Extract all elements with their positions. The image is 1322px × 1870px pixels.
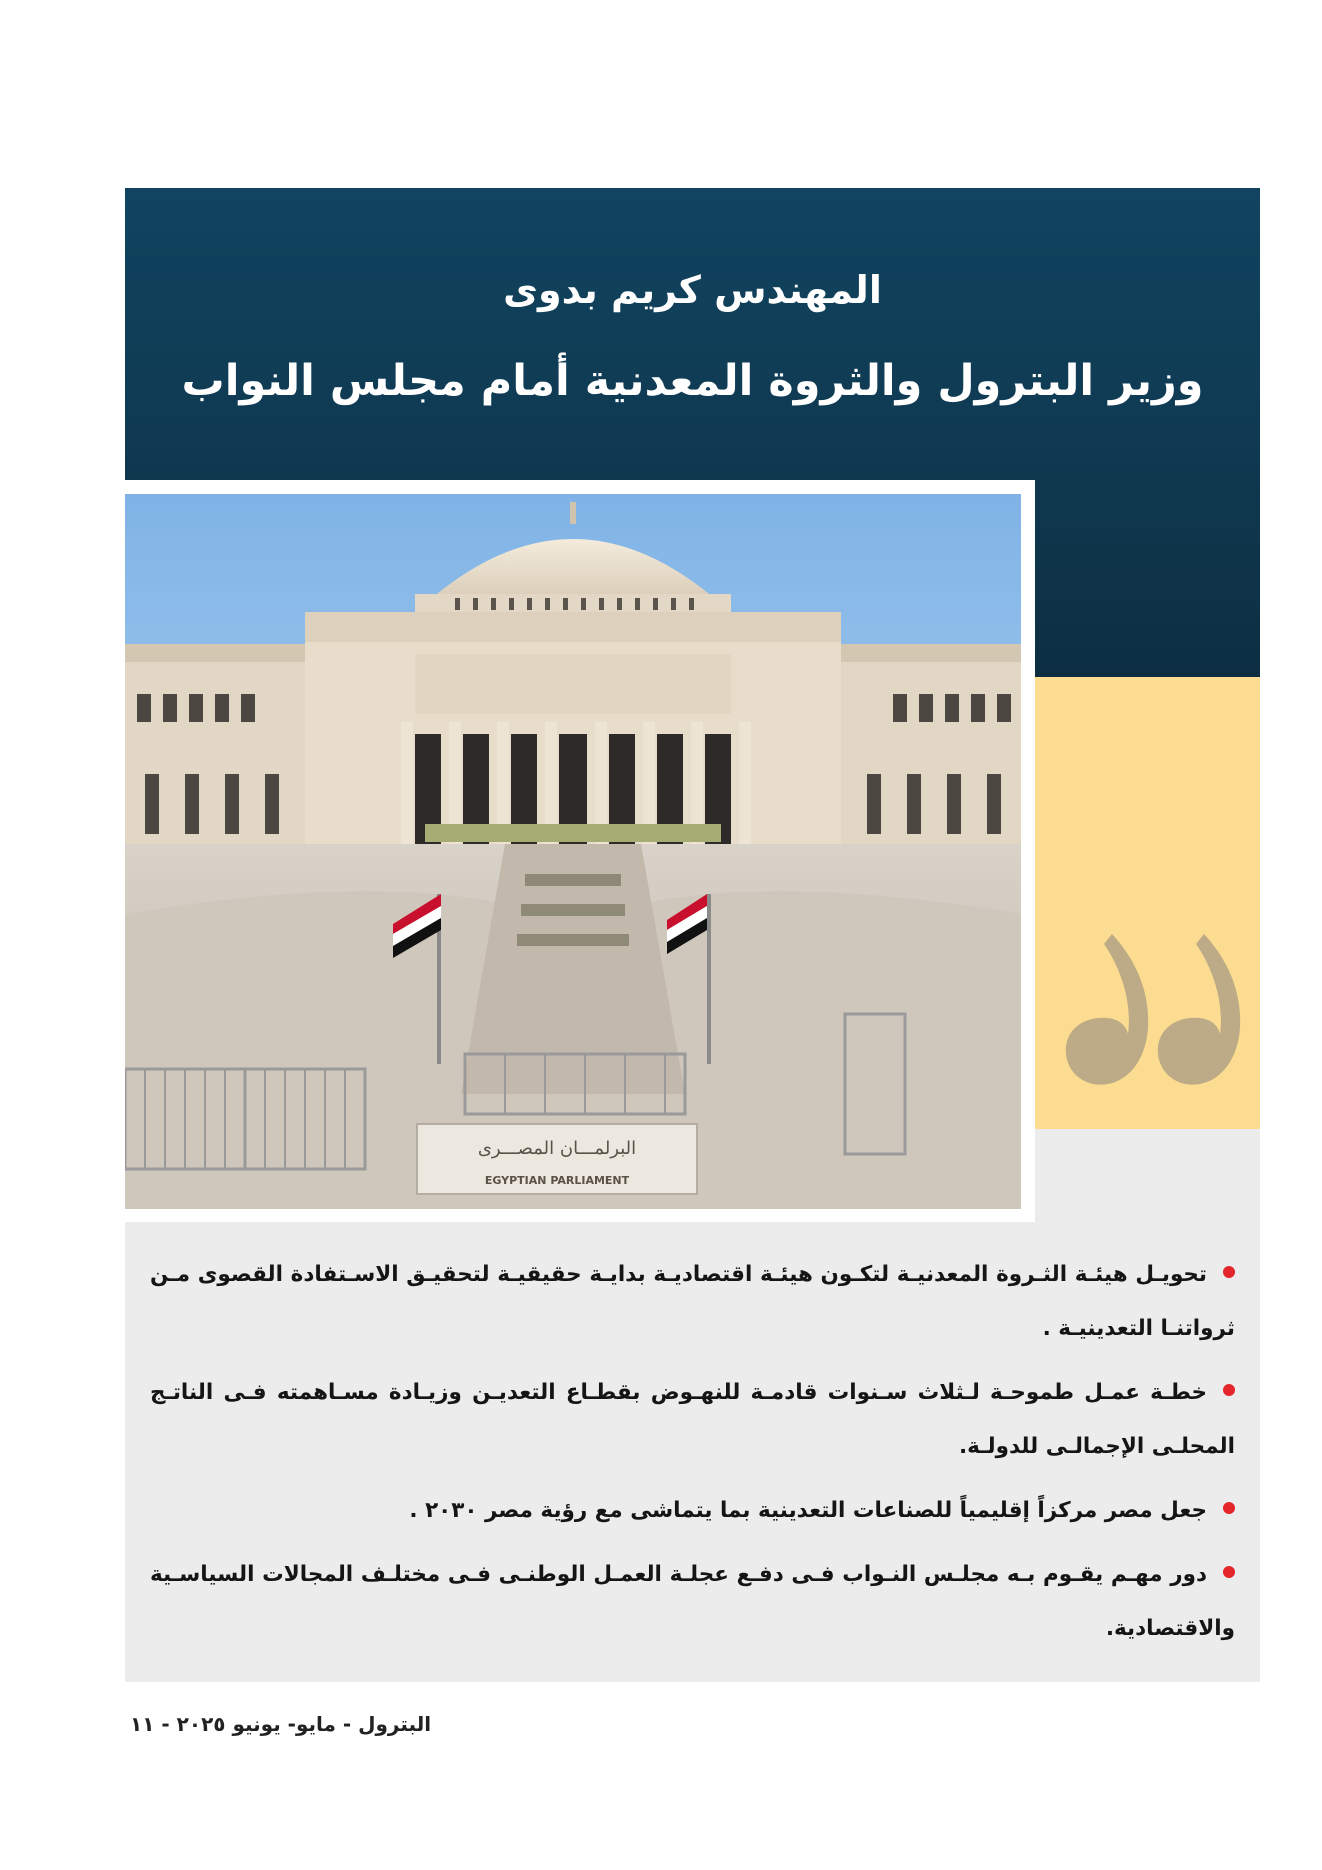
bullet-dot-icon [1223,1384,1235,1396]
list-item: تحويـل هيئـة الثـروة المعدنيـة لتكـون هيئـة اقتصاديـة بدايـة حقيقيـة لتحقيـق الاسـتفادة القصوى مـن ثرواتنـا التعدينيـة . [150,1262,1235,1341]
quote-icon [1062,930,1252,1110]
key-points-list [150,1248,1235,1666]
bullet-dot-icon [1223,1266,1235,1278]
bullet-dot-icon [1223,1566,1235,1578]
headline-name: المهندس كريم بدوى [503,268,882,312]
list-item: دور مهـم يقـوم بـه مجلـس النـواب فـى دفـع عجلـة العمـل الوطنـى فـى مختلـف المجالات السياسـية والاقتصادية. [150,1562,1235,1641]
parliament-photo [125,494,1021,1209]
sign-arabic-text: البرلمـــان المصـــرى [477,1138,637,1159]
sign-english-text: EGYPTIAN PARLIAMENT [484,1174,630,1187]
page-footer: البترول - مايو- يونيو ٢٠٢٥ - ١١ [130,1712,432,1736]
bullet-dot-icon [1223,1502,1235,1514]
list-item: خطـة عمـل طموحـة لـثلاث سـنوات قادمـة للنهـوض بقطـاع التعديـن وزيـادة مسـاهمته فـى الناتـج المحلـى الإجمالـى للدولـة. [150,1380,1235,1459]
list-item: جعل مصر مركزاً إقليمياً للصناعات التعدينية بما يتماشى مع رؤية مصر ٢٠٣٠ . [150,1484,1235,1538]
headline-position: وزير البترول والثروة المعدنية أمام مجلس النواب [181,356,1204,406]
